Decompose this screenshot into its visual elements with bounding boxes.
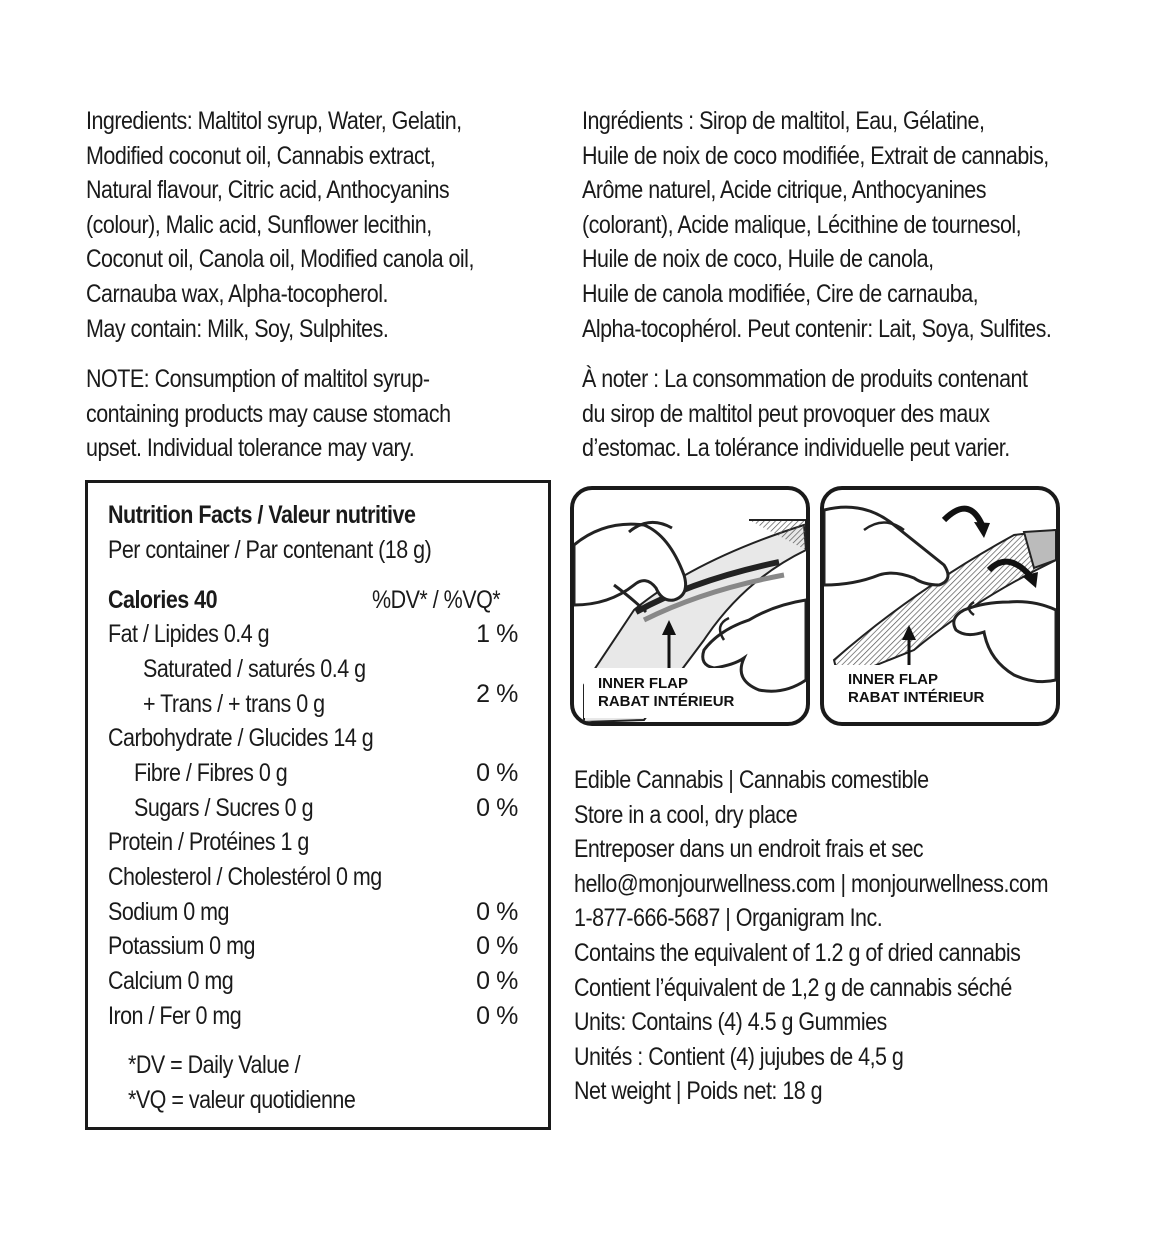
ingredients-french: [582, 104, 1128, 346]
info-line: Unités : Contient (4) jujubes de 4,5 g: [574, 1042, 904, 1071]
ingredients-fr-line: Arôme naturel, Acide citrique, Anthocyanines: [582, 176, 986, 205]
sugars-dv: 0 %: [476, 794, 518, 822]
note-french: [582, 362, 1100, 466]
cholesterol-row: Cholesterol / Cholestérol 0 mg: [108, 863, 382, 891]
info-line: Units: Contains (4) 4.5 g Gummies: [574, 1008, 887, 1037]
calcium-dv: 0 %: [476, 967, 518, 995]
ingredients-en-line: Carnauba wax, Alpha-tocopherol.: [86, 279, 388, 308]
ingredients-en-line: May contain: Milk, Soy, Sulphites.: [86, 314, 389, 343]
calcium-row: Calcium 0 mg: [108, 967, 234, 995]
serving-size: Per container / Par contenant (18 g): [108, 536, 432, 564]
nutrition-facts-table: [85, 480, 551, 1130]
protein-row: Protein / Protéines 1 g: [108, 828, 309, 856]
dv-header: %DV* / %VQ*: [372, 586, 501, 614]
iron-dv: 0 %: [476, 1002, 518, 1030]
saturated-row: Saturated / saturés 0.4 g: [143, 655, 366, 683]
net-weight: Net weight | Poids net: 18 g: [574, 1077, 823, 1106]
ingredients-english: [86, 104, 537, 346]
rabat-interieur-label: RABAT INTÉRIEUR: [848, 689, 985, 706]
ingredients-en-line: (colour), Malic acid, Sunflower lecithin,: [86, 210, 432, 239]
fibre-dv: 0 %: [476, 759, 518, 787]
trans-row: + Trans / + trans 0 g: [143, 690, 325, 718]
calories: Calories 40: [108, 586, 218, 614]
info-line: Store in a cool, dry place: [574, 800, 798, 829]
fat-dv: 1 %: [476, 620, 518, 648]
nutrition-title: Nutrition Facts / Valeur nutritive: [108, 501, 416, 529]
note-fr-line: du sirop de maltitol peut provoquer des maux: [582, 399, 990, 428]
ingredients-en-line: Ingredients: Maltitol syrup, Water, Gelatin,: [86, 107, 462, 135]
note-fr-line: d’estomac. La tolérance individuelle peut varier.: [582, 434, 1010, 463]
contact-email-website: hello@monjourwellness.com | monjourwellness.com: [574, 869, 1048, 898]
sugars-row: Sugars / Sucres 0 g: [134, 794, 314, 822]
ingredients-fr-line: Alpha-tocophérol. Peut contenir: Lait, Soya, Sulfites.: [582, 314, 1052, 343]
contact-phone: 1-877-666-5687 | Organigram Inc.: [574, 904, 883, 933]
note-fr-line: À noter : La consommation de produits contenant: [582, 365, 1028, 393]
ingredients-en-line: Coconut oil, Canola oil, Modified canola oil,: [86, 245, 474, 274]
note-english: [86, 362, 510, 466]
ingredients-fr-line: (colorant), Acide malique, Lécithine de tournesol,: [582, 210, 1022, 239]
ingredients-fr-line: Ingrédients : Sirop de maltitol, Eau, Gélatine,: [582, 107, 985, 135]
ingredients-fr-line: Huile de noix de coco modifiée, Extrait de cannabis,: [582, 141, 1049, 170]
footnote-vq: *VQ = valeur quotidienne: [128, 1086, 356, 1114]
fat-row: Fat / Lipides 0.4 g: [108, 620, 270, 648]
sat-trans-dv: 2 %: [476, 680, 518, 708]
ingredients-en-line: Modified coconut oil, Cannabis extract,: [86, 141, 436, 170]
sodium-row: Sodium 0 mg: [108, 898, 230, 926]
info-line: Edible Cannabis | Cannabis comestible: [574, 766, 929, 794]
carbohydrate-row: Carbohydrate / Glucides 14 g: [108, 724, 374, 752]
iron-row: Iron / Fer 0 mg: [108, 1002, 242, 1030]
hands-opening-pouch-icon: [574, 490, 806, 722]
inner-flap-label: INNER FLAP: [598, 675, 688, 692]
opening-instruction-panel-2: [820, 486, 1060, 726]
potassium-dv: 0 %: [476, 932, 518, 960]
info-line: Contains the equivalent of 1.2 g of dried cannabis: [574, 938, 1021, 967]
info-line: Contient l’équivalent de 1,2 g de cannabis séché: [574, 973, 1012, 1002]
rabat-interieur-label: RABAT INTÉRIEUR: [598, 693, 735, 710]
product-information: [574, 763, 1125, 1109]
note-en-line: containing products may cause stomach: [86, 399, 451, 428]
opening-instruction-panel-1: [570, 486, 810, 726]
inner-flap-label: INNER FLAP: [848, 671, 938, 688]
note-en-line: upset. Individual tolerance may vary.: [86, 434, 415, 463]
footnote-dv: *DV = Daily Value /: [128, 1051, 301, 1079]
ingredients-fr-line: Huile de canola modifiée, Cire de carnauba,: [582, 279, 979, 308]
info-line: Entreposer dans un endroit frais et sec: [574, 835, 924, 864]
sodium-dv: 0 %: [476, 898, 518, 926]
ingredients-en-line: Natural flavour, Citric acid, Anthocyanins: [86, 176, 450, 205]
fibre-row: Fibre / Fibres 0 g: [134, 759, 288, 787]
potassium-row: Potassium 0 mg: [108, 932, 255, 960]
note-en-line: NOTE: Consumption of maltitol syrup-: [86, 365, 430, 393]
ingredients-fr-line: Huile de noix de coco, Huile de canola,: [582, 245, 934, 274]
hands-peeling-pouch-icon: [824, 490, 1056, 722]
